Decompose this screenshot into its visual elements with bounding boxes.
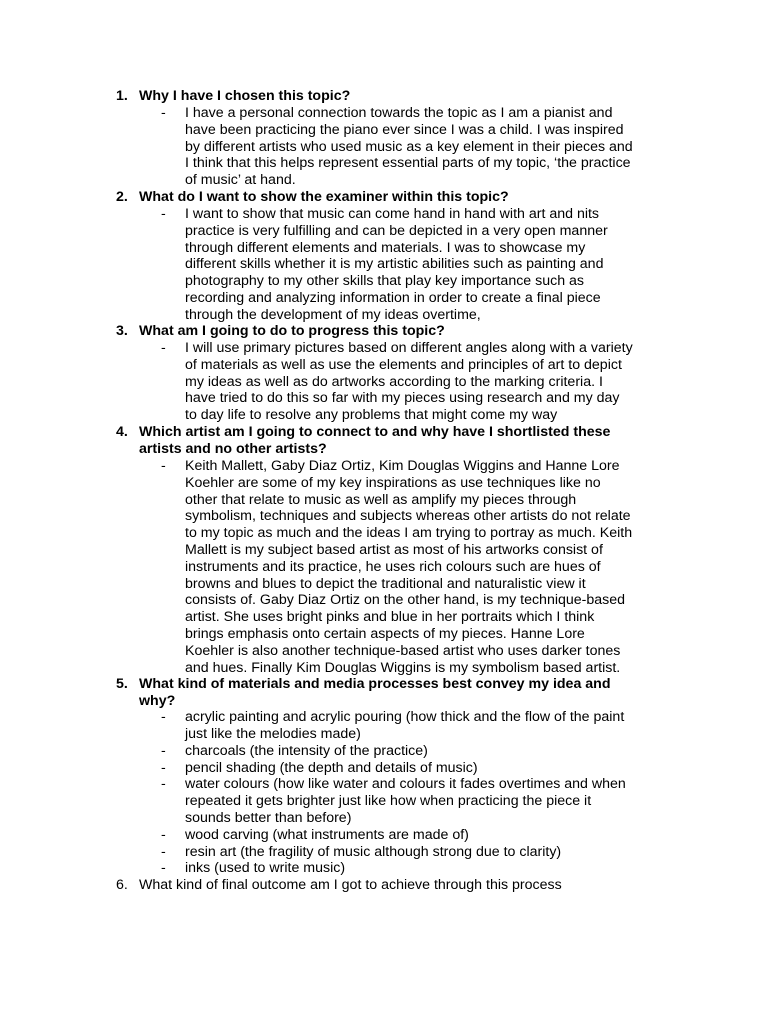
bullet-dash: - xyxy=(161,743,166,759)
bullet-dash: - xyxy=(161,709,166,725)
bullet-dash: - xyxy=(161,206,166,222)
question-title: What kind of materials and media processes best convey my idea and why? xyxy=(139,676,611,709)
bullet-dash: - xyxy=(161,760,166,776)
bullet-text: resin art (the fragility of music although strong due to clarity) xyxy=(185,844,562,860)
question-number: 1. xyxy=(116,88,128,104)
bullet-dash: - xyxy=(161,458,166,474)
bullet-text: I have a personal connection towards the topic as I am a pianist and have been practicing the piano ever since I was a child. I was inspired by different artists who used music as a key element in their pieces and I think that this helps represent essential parts of my topic, ‘the practice of music’ at hand. xyxy=(185,105,633,189)
question-title: What kind of final outcome am I got to achieve through this process xyxy=(139,877,562,893)
bullet-text: charcoals (the intensity of the practice) xyxy=(185,743,428,759)
bullet-dash: - xyxy=(161,776,166,792)
bullet-text: water colours (how like water and colours it fades overtimes and when repeated it gets brighter just like how when practicing the piece it sounds better than before) xyxy=(185,776,626,826)
question-number: 2. xyxy=(116,189,128,205)
bullet-text: Keith Mallett, Gaby Diaz Ortiz, Kim Douglas Wiggins and Hanne Lore Koehler are some of my key inspirations as use techniques like no other that relate to music as well as amplify my pieces through symbolism, techniques and subjects whereas other artists do not relate to my topic as much and the ideas I am trying to portray as much. Keith Mallett is my subject based artist as most of his artworks consist of instruments and its practice, he uses rich colours such are hues of browns and blues to depict the traditional and naturalistic view it consists of. Gaby Diaz Ortiz on the other hand, is my technique-based artist. She uses bright pinks and blue in her portraits which I think brings emphasis onto certain aspects of my pieces. Hanne Lore Koehler is also another technique-based artist who uses darker tones and hues. Finally Kim Douglas Wiggins is my symbolism based artist. xyxy=(185,458,633,676)
bullet-dash: - xyxy=(161,827,166,843)
question-title: Why I have I chosen this topic? xyxy=(139,88,351,104)
question-number: 6. xyxy=(116,877,128,893)
bullet-dash: - xyxy=(161,860,166,876)
bullet-dash: - xyxy=(161,844,166,860)
bullet-text: I will use primary pictures based on different angles along with a variety of materials as well as use the elements and principles of art to depict my ideas as well as do artworks according to the marking criteria. I have tried to do this so far with my pieces using research and my day to day life to resolve any problems that might come my way xyxy=(185,340,633,424)
bullet-dash: - xyxy=(161,105,166,121)
bullet-text: acrylic painting and acrylic pouring (how thick and the flow of the paint just like the melodies made) xyxy=(185,709,625,742)
question-title: What do I want to show the examiner within this topic? xyxy=(139,189,509,205)
question-number: 3. xyxy=(116,323,128,339)
bullet-text: inks (used to write music) xyxy=(185,860,346,876)
bullet-text: pencil shading (the depth and details of music) xyxy=(185,760,478,776)
question-title: Which artist am I going to connect to and why have I shortlisted these artists and no other artists? xyxy=(139,424,611,457)
bullet-dash: - xyxy=(161,340,166,356)
question-title: What am I going to do to progress this topic? xyxy=(139,323,445,339)
question-number: 5. xyxy=(116,676,128,692)
bullet-text: wood carving (what instruments are made of) xyxy=(185,827,469,843)
bullet-text: I want to show that music can come hand in hand with art and nits practice is very fulfilling and can be depicted in a very open manner through different elements and materials. I was to showcase my different skills whether it is my artistic abilities such as painting and photography to my other skills that play key importance such as recording and analyzing information in order to create a final piece through the development of my ideas overtime, xyxy=(185,206,608,323)
question-number: 4. xyxy=(116,424,128,440)
